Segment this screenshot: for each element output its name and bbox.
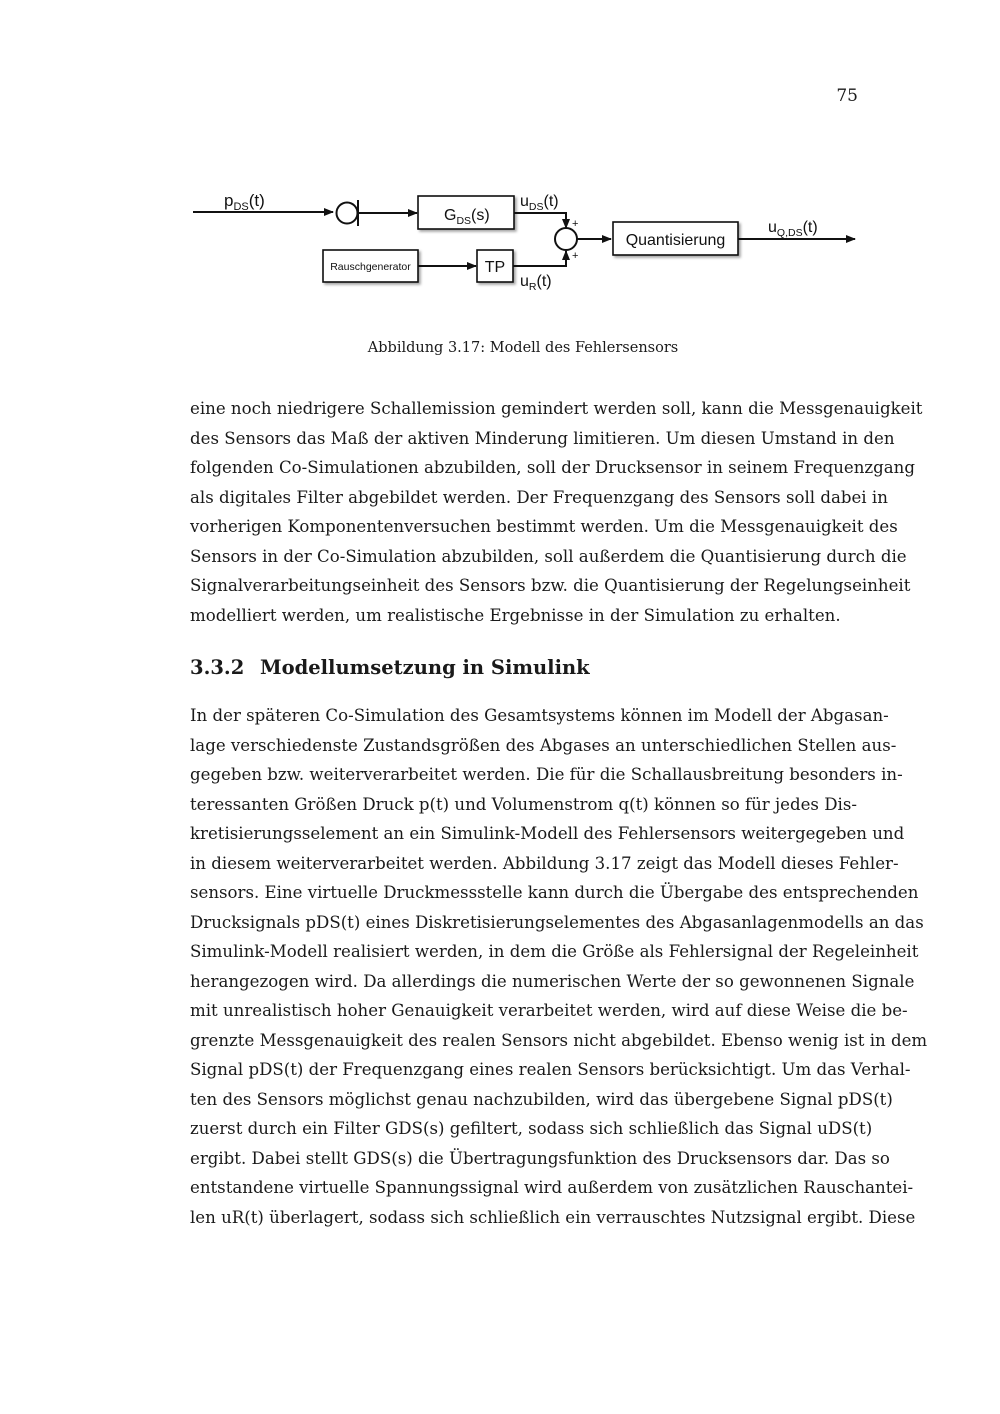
text-line: entstandene virtuelle Spannungssignal wird außerdem von zusätzlichen Rauschantei-: [190, 1178, 914, 1197]
text-line: sensors. Eine virtuelle Druckmessstelle kann durch die Übergabe des entsprechenden: [190, 883, 919, 902]
text-line: in diesem weiterverarbeitet werden. Abbildung 3.17 zeigt das Modell dieses Fehler-: [190, 853, 899, 873]
section-heading: [190, 656, 590, 679]
text-line: eine noch niedrigere Schallemission gemindert werden soll, kann die Messgenauigkeit: [190, 399, 923, 418]
text-line: modelliert werden, um realistische Ergebnisse in der Simulation zu erhalten.: [190, 605, 841, 625]
gds-block-label: $G_{DS}(s)$: [444, 207, 490, 227]
paragraph-1: [190, 394, 923, 630]
ur-line: [513, 251, 566, 266]
text-line: teressanten Größen Druck p(t) und Volumenstrom q(t) können so für jedes Dis-: [190, 794, 857, 814]
page-number: 75: [836, 86, 858, 106]
text-line: zuerst durch ein Filter GDS(s) gefiltert, sodass sich schließlich das Signal uDS(t): [190, 1119, 873, 1138]
text-line: des Sensors das Maß der aktiven Minderung limitieren. Um diesen Umstand in den: [190, 428, 895, 448]
text-line: Drucksignals pDS(t) eines Diskretisierungselementes des Abgasanlagenmodells an das: [190, 912, 924, 932]
paragraph-2: [190, 701, 928, 1232]
text-line: gegeben bzw. weiterverarbeitet werden. Die für die Schallausbreitung besonders in-: [190, 765, 903, 784]
quantisierung-label: Quantisierung: [625, 232, 726, 249]
text-line: vorherigen Komponentenversuchen bestimmt werden. Um die Messgenauigkeit des: [190, 517, 898, 536]
text-line: Sensors in der Co-Simulation abzubilden, soll außerdem die Quantisierung durch die: [190, 546, 907, 566]
uds-line: [514, 213, 566, 228]
text-line: ergibt. Dabei stellt GDS(s) die Übertragungsfunktion des Drucksensors dar. Das so: [190, 1148, 890, 1168]
sensor-model-diagram: [0, 170, 1000, 310]
text-line: lage verschiedenste Zustandsgrößen des Abgases an unterschiedlichen Stellen aus-: [190, 735, 897, 755]
tp-block-label: TP: [484, 259, 506, 276]
ur-label: $u_R(t)$: [520, 273, 552, 293]
sum-plus-top: +: [572, 218, 579, 230]
text-line: als digitales Filter abgebildet werden. Der Frequenzgang des Sensors soll dabei in: [190, 487, 888, 507]
section-number: 3.3.2: [190, 656, 245, 679]
sensor-symbol: [337, 203, 358, 224]
summing-junction: [555, 228, 577, 250]
text-line: herangezogen wird. Da allerdings die numerischen Werte der so gewonnenen Signale: [190, 971, 915, 991]
output-signal-label: $u_{Q,DS}(t)$: [768, 219, 818, 239]
text-line: grenzte Messgenauigkeit des realen Sensors nicht abgebildet. Ebenso wenig ist in dem: [190, 1030, 928, 1050]
input-signal-label: $p_{DS}(t)$: [224, 191, 265, 213]
text-line: In der späteren Co-Simulation des Gesamtsystems können im Modell der Abgasan-: [190, 706, 889, 725]
figure-caption: Abbildung 3.17: Modell des Fehlersensors: [367, 340, 679, 356]
text-line: Simulink-Modell realisiert werden, in dem die Größe als Fehlersignal der Regeleinheit: [190, 942, 919, 961]
text-line: Signalverarbeitungseinheit des Sensors bzw. die Quantisierung der Regelungseinheit: [190, 576, 911, 595]
section-title: Modellumsetzung in Simulink: [260, 656, 590, 679]
text-line: len uR(t) überlagert, sodass sich schließlich ein verrauschtes Nutzsignal ergibt. Diese: [190, 1207, 916, 1227]
text-line: mit unrealistisch hoher Genauigkeit verarbeitet werden, wird auf diese Weise die be-: [190, 1001, 908, 1020]
uds-label: $u_{DS}(t)$: [520, 193, 559, 213]
noise-generator-label: Rauschgenerator: [330, 261, 411, 273]
text-line: ten des Sensors möglichst genau nachzubilden, wird das übergebene Signal pDS(t): [190, 1089, 893, 1109]
text-line: folgenden Co-Simulationen abzubilden, soll der Drucksensor in seinem Frequenzgang: [190, 458, 915, 477]
sum-plus-bottom: +: [572, 250, 579, 262]
text-line: kretisierungsselement an ein Simulink-Modell des Fehlersensors weitergegeben und: [190, 824, 905, 843]
text-line: Signal pDS(t) der Frequenzgang eines realen Sensors berücksichtigt. Um das Verhal-: [190, 1060, 911, 1079]
